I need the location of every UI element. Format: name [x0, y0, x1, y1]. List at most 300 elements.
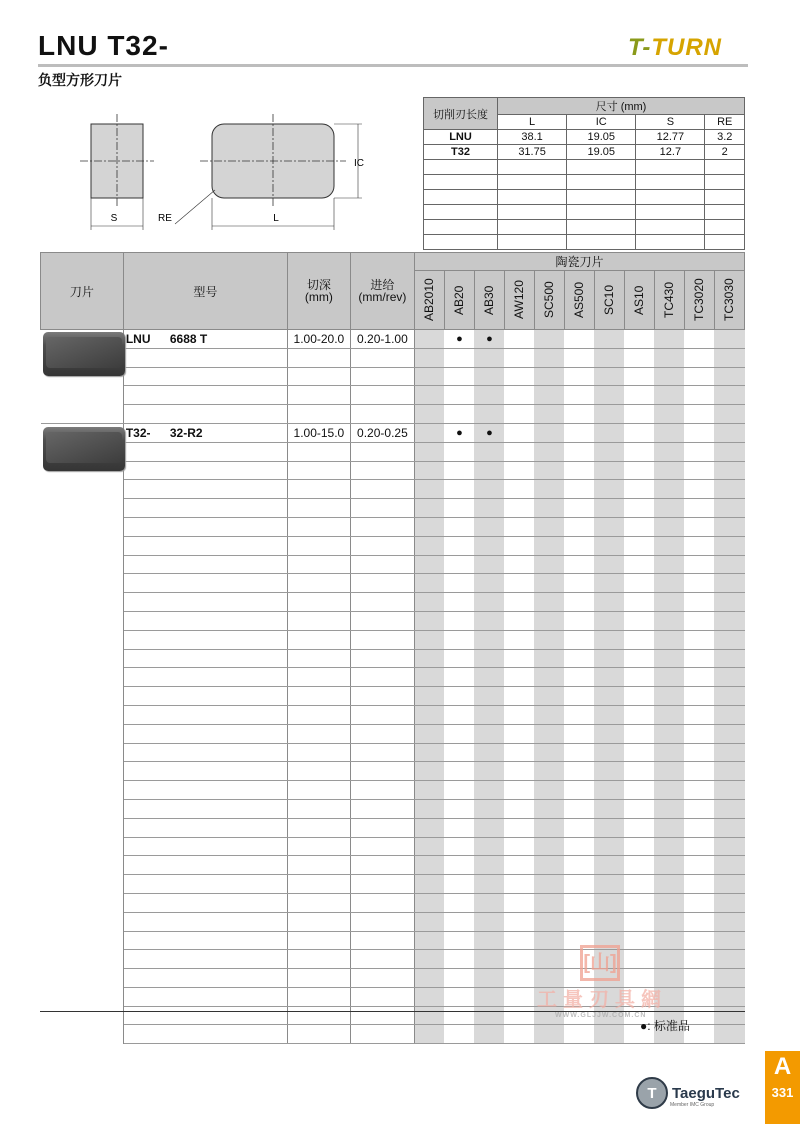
grade-cell-ab20 — [444, 687, 474, 706]
grade-cell-ab20 — [444, 987, 474, 1006]
model-cell — [123, 461, 287, 480]
grade-cell-tc3020 — [684, 517, 714, 536]
page-subtitle: 负型方形刀片 — [38, 73, 122, 89]
grade-header-sc500 — [534, 271, 564, 330]
grade-cell-tc430 — [654, 405, 684, 424]
table-row — [41, 724, 745, 743]
feed-cell — [350, 593, 414, 612]
grade-cell-sc10 — [594, 405, 624, 424]
dims-empty-row — [424, 235, 745, 250]
feed-cell — [350, 611, 414, 630]
lnu-insert-image — [43, 332, 125, 376]
grade-cell-sc10 — [594, 499, 624, 518]
dims-cell: 38.1 — [498, 130, 567, 145]
feed-cell — [350, 405, 414, 424]
grade-cell-ab20 — [444, 536, 474, 555]
model-cell — [123, 743, 287, 762]
grade-cell-ab2010 — [414, 931, 444, 950]
grade-cell-sc10 — [594, 687, 624, 706]
grade-cell-ab20 — [444, 499, 474, 518]
grade-cell-aw120 — [504, 762, 534, 781]
grade-cell-as500 — [564, 893, 594, 912]
grade-cell-ab30 — [474, 969, 504, 988]
model-cell — [123, 630, 287, 649]
grade-cell-tc3020 — [684, 705, 714, 724]
grade-cell-tc3030 — [714, 499, 744, 518]
grade-cell-ab20 — [444, 912, 474, 931]
grade-cell-sc500 — [534, 442, 564, 461]
grade-cell-aw120 — [504, 480, 534, 499]
grade-cell-ab30: ● — [474, 330, 504, 349]
grade-cell-ab30: ● — [474, 423, 504, 442]
grade-cell-ab20 — [444, 386, 474, 405]
brand-prefix: T- — [628, 34, 652, 61]
grade-cell-tc3020 — [684, 875, 714, 894]
grade-cell-tc3020 — [684, 574, 714, 593]
grade-cell-as10 — [624, 480, 654, 499]
grade-cell-ab30 — [474, 1025, 504, 1044]
grade-cell-as10 — [624, 330, 654, 349]
table-row — [41, 687, 745, 706]
table-row — [41, 837, 745, 856]
feed-cell — [350, 856, 414, 875]
grade-cell-aw120 — [504, 442, 534, 461]
grade-cell-tc3030 — [714, 480, 744, 499]
depth-cell — [287, 499, 350, 518]
grade-cell-sc500 — [534, 724, 564, 743]
grade-cell-as10 — [624, 837, 654, 856]
depth-cell — [287, 762, 350, 781]
table-row — [41, 912, 745, 931]
grade-cell-ab30 — [474, 386, 504, 405]
grade-cell-aw120 — [504, 1006, 534, 1025]
grade-cell-sc10 — [594, 781, 624, 800]
product-row — [41, 423, 745, 442]
feed-cell — [350, 386, 414, 405]
grade-cell-as500 — [564, 461, 594, 480]
grade-header-tc430 — [654, 271, 684, 330]
product-row — [41, 330, 745, 349]
grade-cell-as500 — [564, 405, 594, 424]
grade-cell-sc10 — [594, 386, 624, 405]
grade-cell-ab20 — [444, 743, 474, 762]
table-row — [41, 367, 745, 386]
grade-cell-tc430 — [654, 856, 684, 875]
grade-cell-sc500 — [534, 705, 564, 724]
grade-cell-sc10 — [594, 461, 624, 480]
grade-cell-tc430 — [654, 593, 684, 612]
depth-cell — [287, 687, 350, 706]
grade-header-ab20 — [444, 271, 474, 330]
grade-cell-sc500 — [534, 912, 564, 931]
feed-cell — [350, 630, 414, 649]
grade-cell-ab30 — [474, 593, 504, 612]
feed-cell: 0.20-0.25 — [350, 423, 414, 442]
grade-cell-aw120 — [504, 856, 534, 875]
grade-cell-as10 — [624, 348, 654, 367]
grade-cell-as500 — [564, 611, 594, 630]
grade-cell-aw120 — [504, 574, 534, 593]
table-row — [41, 461, 745, 480]
dims-cell: 19.05 — [567, 145, 636, 160]
depth-cell — [287, 875, 350, 894]
grade-cell-aw120 — [504, 330, 534, 349]
grade-cell-ab30 — [474, 818, 504, 837]
grade-cell-as500 — [564, 799, 594, 818]
grade-cell-ab30 — [474, 987, 504, 1006]
grade-cell-tc3020 — [684, 499, 714, 518]
grade-cell-as500 — [564, 705, 594, 724]
model-cell — [123, 1006, 287, 1025]
grade-cell-tc430 — [654, 799, 684, 818]
grade-cell-as10 — [624, 762, 654, 781]
grade-cell-aw120 — [504, 367, 534, 386]
grade-cell-ab2010 — [414, 950, 444, 969]
model-cell — [123, 987, 287, 1006]
grade-cell-aw120 — [504, 893, 534, 912]
table-row — [41, 856, 745, 875]
grade-cell-tc430 — [654, 762, 684, 781]
grade-cell-ab20 — [444, 442, 474, 461]
grade-cell-ab2010 — [414, 969, 444, 988]
model-cell — [123, 818, 287, 837]
grade-cell-tc430 — [654, 837, 684, 856]
grade-cell-tc3030 — [714, 536, 744, 555]
grade-cell-as500 — [564, 724, 594, 743]
grade-cell-ab30 — [474, 743, 504, 762]
grade-cell-tc3020 — [684, 856, 714, 875]
grade-cell-ab30 — [474, 893, 504, 912]
grade-cell-sc10 — [594, 593, 624, 612]
grade-cell-sc10 — [594, 555, 624, 574]
grade-cell-tc430 — [654, 517, 684, 536]
table-row — [41, 442, 745, 461]
dimension-table — [423, 97, 745, 250]
grade-cell-sc10 — [594, 517, 624, 536]
grade-cell-tc3030 — [714, 574, 744, 593]
depth-cell — [287, 461, 350, 480]
model-cell — [123, 762, 287, 781]
grade-cell-tc3030 — [714, 856, 744, 875]
grade-label: AB30 — [481, 285, 496, 315]
grade-cell-as500 — [564, 837, 594, 856]
dims-cell: 19.05 — [567, 130, 636, 145]
grade-cell-ab30 — [474, 705, 504, 724]
depth-cell — [287, 1006, 350, 1025]
grade-cell-aw120 — [504, 649, 534, 668]
grade-cell-sc500 — [534, 330, 564, 349]
grade-cell-ab2010 — [414, 818, 444, 837]
grade-cell-tc3030 — [714, 818, 744, 837]
label-ic: IC — [354, 158, 364, 169]
grade-cell-sc500 — [534, 386, 564, 405]
depth-cell — [287, 668, 350, 687]
feed-cell: 0.20-1.00 — [350, 330, 414, 349]
feed-cell — [350, 555, 414, 574]
grade-cell-ab20 — [444, 931, 474, 950]
grade-cell-sc10 — [594, 574, 624, 593]
grade-cell-aw120 — [504, 405, 534, 424]
grade-header-ab30 — [474, 271, 504, 330]
grade-header-tc3030 — [714, 271, 744, 330]
grade-cell-as500 — [564, 555, 594, 574]
table-row — [41, 818, 745, 837]
grade-cell-as500 — [564, 875, 594, 894]
grade-cell-sc500 — [534, 893, 564, 912]
grade-header-ab2010 — [414, 271, 444, 330]
dims-cell: 31.75 — [498, 145, 567, 160]
table-row — [41, 649, 745, 668]
grade-cell-aw120 — [504, 781, 534, 800]
grade-cell-tc3020 — [684, 799, 714, 818]
depth-cell — [287, 517, 350, 536]
table-row — [41, 480, 745, 499]
grade-cell-ab2010 — [414, 611, 444, 630]
dims-cell: 2 — [705, 145, 745, 160]
grade-cell-aw120 — [504, 875, 534, 894]
table-row — [41, 893, 745, 912]
grade-cell-ab30 — [474, 781, 504, 800]
grade-cell-sc10 — [594, 536, 624, 555]
grade-cell-ab2010 — [414, 743, 444, 762]
table-row — [41, 743, 745, 762]
depth-cell: 1.00-15.0 — [287, 423, 350, 442]
grade-cell-sc10 — [594, 630, 624, 649]
grade-cell-sc10 — [594, 367, 624, 386]
depth-cell — [287, 367, 350, 386]
feed-cell — [350, 893, 414, 912]
dims-row-header: 切削刃长度 — [424, 98, 498, 130]
watermark-url: WWW.GLJJW.COM.CN — [555, 1012, 647, 1019]
grade-cell-as10 — [624, 367, 654, 386]
grade-label: AB2010 — [421, 278, 436, 322]
grade-cell-ab2010 — [414, 423, 444, 442]
dims-group-header: 尺寸 (mm) — [498, 98, 745, 115]
grade-cell-tc430 — [654, 668, 684, 687]
page-number: 331 — [771, 1085, 794, 1100]
grade-cell-aw120 — [504, 461, 534, 480]
grade-cell-tc3030 — [714, 687, 744, 706]
grade-cell-sc500 — [534, 593, 564, 612]
depth-cell — [287, 950, 350, 969]
grade-cell-aw120 — [504, 743, 534, 762]
table-row — [41, 386, 745, 405]
grade-cell-tc3030 — [714, 875, 744, 894]
grade-cell-tc430 — [654, 536, 684, 555]
grade-cell-tc3030 — [714, 367, 744, 386]
grade-cell-as500 — [564, 743, 594, 762]
grade-label: AB20 — [451, 285, 466, 315]
grade-cell-as500 — [564, 1025, 594, 1044]
table-row — [41, 405, 745, 424]
grade-cell-sc500 — [534, 630, 564, 649]
grade-cell-sc500 — [534, 461, 564, 480]
grade-cell-tc3030 — [714, 724, 744, 743]
grade-cell-sc10 — [594, 348, 624, 367]
page-title: LNU T32- — [38, 30, 169, 61]
depth-cell — [287, 649, 350, 668]
grade-cell-sc500 — [534, 423, 564, 442]
grade-cell-tc3030 — [714, 799, 744, 818]
grade-cell-ab30 — [474, 367, 504, 386]
depth-cell — [287, 781, 350, 800]
grade-cell-ab30 — [474, 668, 504, 687]
grade-cell-ab20: ● — [444, 330, 474, 349]
grade-cell-tc3030 — [714, 837, 744, 856]
grade-cell-ab2010 — [414, 348, 444, 367]
dims-cell: 3.2 — [705, 130, 745, 145]
feed-cell — [350, 987, 414, 1006]
dims-row-name: LNU — [424, 130, 498, 145]
insert-dimension-diagram — [80, 110, 380, 235]
grade-cell-ab20 — [444, 611, 474, 630]
grade-cell-as500 — [564, 499, 594, 518]
depth-cell — [287, 348, 350, 367]
feed-cell — [350, 743, 414, 762]
grade-cell-tc3030 — [714, 893, 744, 912]
grade-cell-sc500 — [534, 1025, 564, 1044]
model-cell — [123, 950, 287, 969]
grade-cell-tc430 — [654, 630, 684, 649]
grade-cell-sc500 — [534, 837, 564, 856]
feed-cell — [350, 818, 414, 837]
title-rule — [38, 64, 748, 67]
feed-cell — [350, 367, 414, 386]
grade-cell-ab20 — [444, 668, 474, 687]
feed-cell — [350, 1006, 414, 1025]
depth-cell — [287, 593, 350, 612]
table-row — [41, 705, 745, 724]
grade-cell-tc3020 — [684, 536, 714, 555]
depth-cell — [287, 856, 350, 875]
grade-cell-tc3030 — [714, 668, 744, 687]
model-cell — [123, 856, 287, 875]
logo-tagline: Member IMC Group — [670, 1102, 715, 1108]
grade-cell-ab2010 — [414, 687, 444, 706]
grade-cell-ab2010 — [414, 1006, 444, 1025]
grade-cell-ab2010 — [414, 480, 444, 499]
grade-cell-aw120 — [504, 536, 534, 555]
grade-cell-ab30 — [474, 912, 504, 931]
depth-cell — [287, 987, 350, 1006]
model-cell — [123, 837, 287, 856]
grade-cell-ab30 — [474, 442, 504, 461]
grade-cell-sc500 — [534, 818, 564, 837]
grade-cell-sc500 — [534, 480, 564, 499]
feed-cell — [350, 442, 414, 461]
table-row — [41, 1025, 745, 1044]
col-depth: 切深 (mm) — [287, 253, 350, 330]
grade-cell-as10 — [624, 386, 654, 405]
grade-cell-ab30 — [474, 348, 504, 367]
grade-cell-tc3020 — [684, 348, 714, 367]
grade-cell-ab20 — [444, 1025, 474, 1044]
grade-cell-tc3020 — [684, 423, 714, 442]
grade-cell-tc3030 — [714, 611, 744, 630]
grade-cell-tc3030 — [714, 442, 744, 461]
grade-cell-tc3030 — [714, 405, 744, 424]
series-label: LNU — [125, 331, 151, 346]
grade-cell-ab2010 — [414, 762, 444, 781]
grade-cell-sc500 — [534, 781, 564, 800]
table-row — [41, 611, 745, 630]
model-number: 32-R2 — [169, 425, 203, 440]
grade-cell-ab30 — [474, 856, 504, 875]
grade-cell-sc10 — [594, 442, 624, 461]
grade-cell-ab2010 — [414, 593, 444, 612]
grade-cell-as500 — [564, 348, 594, 367]
grade-label: SC500 — [541, 281, 556, 319]
grade-header-as500 — [564, 271, 594, 330]
grade-cell-ab20 — [444, 781, 474, 800]
depth-cell — [287, 405, 350, 424]
grade-cell-as10 — [624, 856, 654, 875]
grade-cell-tc3030 — [714, 348, 744, 367]
grade-cell-aw120 — [504, 611, 534, 630]
grade-cell-tc430 — [654, 423, 684, 442]
dims-col-re: RE — [705, 115, 745, 130]
insert-image-cell — [41, 423, 124, 1043]
grade-cell-tc3020 — [684, 893, 714, 912]
grade-cell-sc500 — [534, 367, 564, 386]
depth-cell — [287, 536, 350, 555]
grade-cell-sc10 — [594, 724, 624, 743]
grade-cell-tc3030 — [714, 705, 744, 724]
grade-cell-aw120 — [504, 1025, 534, 1044]
model-cell — [123, 536, 287, 555]
grade-cell-as500 — [564, 574, 594, 593]
grade-cell-ab30 — [474, 517, 504, 536]
grade-cell-as10 — [624, 499, 654, 518]
grade-cell-tc3020 — [684, 687, 714, 706]
table-row — [41, 668, 745, 687]
model-cell — [123, 1025, 287, 1044]
label-l: L — [273, 213, 279, 224]
grade-cell-aw120 — [504, 705, 534, 724]
grade-cell-ab20 — [444, 649, 474, 668]
grade-cell-aw120 — [504, 423, 534, 442]
feed-cell — [350, 912, 414, 931]
table-row — [41, 536, 745, 555]
grade-cell-tc3030 — [714, 969, 744, 988]
grade-cell-sc10 — [594, 743, 624, 762]
grade-cell-sc10 — [594, 837, 624, 856]
grade-cell-as10 — [624, 687, 654, 706]
grade-cell-ab30 — [474, 574, 504, 593]
grade-cell-tc3020 — [684, 405, 714, 424]
grade-cell-as10 — [624, 517, 654, 536]
grade-group-header: 陶瓷刀片 — [414, 253, 744, 271]
grade-cell-ab30 — [474, 405, 504, 424]
series-label: T32- — [125, 425, 151, 440]
grade-label: TC3030 — [721, 278, 736, 322]
grade-cell-as500 — [564, 367, 594, 386]
depth-cell — [287, 555, 350, 574]
grade-cell-aw120 — [504, 348, 534, 367]
grade-cell-ab20 — [444, 893, 474, 912]
grade-cell-tc430 — [654, 649, 684, 668]
grade-cell-ab20 — [444, 969, 474, 988]
grade-cell-as500 — [564, 330, 594, 349]
grade-cell-as10 — [624, 743, 654, 762]
grade-cell-tc430 — [654, 348, 684, 367]
grade-cell-tc3030 — [714, 386, 744, 405]
grade-cell-sc500 — [534, 762, 564, 781]
grade-cell-tc430 — [654, 818, 684, 837]
grade-cell-aw120 — [504, 987, 534, 1006]
grade-cell-ab2010 — [414, 367, 444, 386]
grade-cell-ab20 — [444, 875, 474, 894]
